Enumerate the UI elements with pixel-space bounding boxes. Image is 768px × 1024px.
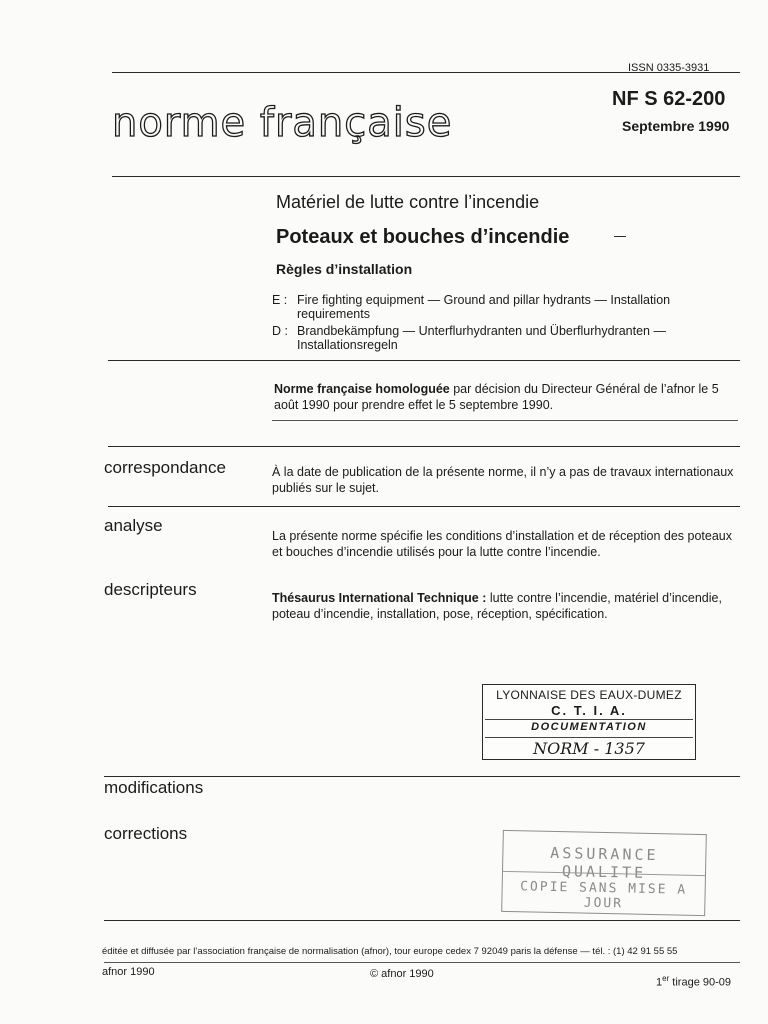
- correspondance-label: correspondance: [104, 458, 226, 477]
- footer-copyright: © afnor 1990: [370, 968, 434, 980]
- stamp-unit: C. T. I. A.: [551, 703, 627, 718]
- descripteurs-rest: lutte contre l’incendie, matériel d’incendie, poteau d’incendie, installation, pose, réception, spécification.: [272, 591, 722, 621]
- homologation-rule: [272, 420, 738, 421]
- homologation-rest: par décision du Directeur Général de l’afnor le 5 août 1990 pour prendre effet le 5 septembre 1990.: [274, 382, 719, 412]
- stamp-quality-line2: COPIE SANS MISE A JOUR: [520, 879, 688, 912]
- stamp-reference: NORM - 1357: [533, 739, 645, 758]
- documentation-stamp: [482, 684, 696, 760]
- stamp-department: DOCUMENTATION: [531, 721, 647, 733]
- descripteurs-label: descripteurs: [104, 580, 197, 599]
- issn-number: ISSN 0335-3931: [628, 62, 710, 74]
- translation-text: Fire fighting equipment — Ground and pillar hydrants — Installation requirements: [297, 293, 671, 321]
- section-rule: [108, 446, 740, 447]
- descripteurs-text: [272, 590, 742, 622]
- homologation-text: [274, 381, 734, 413]
- analyse-label: analyse: [104, 516, 163, 535]
- footer-left: afnor 1990: [102, 966, 155, 978]
- print-run-number: 1: [656, 976, 663, 989]
- translation-code: E :: [272, 293, 288, 307]
- corrections-label: corrections: [104, 824, 188, 843]
- title-sub: Règles d’installation: [276, 261, 413, 277]
- header-rule: [112, 176, 740, 177]
- homologation-bold: Norme française homologuée: [274, 382, 450, 396]
- footer-print-run: [656, 974, 731, 989]
- stamp-company: LYONNAISE DES EAUX-DUMEZ: [496, 688, 682, 702]
- section-rule: [108, 506, 740, 507]
- footer-thin-rule: [104, 962, 740, 963]
- footer-rule: [104, 920, 740, 921]
- section-rule: [104, 776, 740, 777]
- translation-text: Brandbekämpfung — Unterflurhydranten und Überflurhydranten — Installationsregeln: [297, 324, 666, 352]
- correspondance-text: À la date de publication de la présente norme, il n’y a pas de travaux internationaux publiés sur le sujet.: [272, 465, 734, 495]
- standard-number: NF S 62-200: [612, 88, 726, 110]
- brand-title: norme française: [112, 100, 453, 146]
- quality-stamp: [501, 830, 707, 916]
- translation-german: [272, 324, 712, 352]
- title-main: Poteaux et bouches d’incendie: [276, 226, 570, 248]
- print-run-sup: er: [662, 974, 670, 983]
- translation-code: D :: [272, 324, 288, 338]
- stamp-quality-line1: ASSURANCE QUALITE: [550, 843, 659, 882]
- title-rule: [108, 360, 740, 361]
- descripteurs-bold: Thésaurus International Technique :: [272, 591, 487, 605]
- analyse-text: La présente norme spécifie les conditions d’installation et de réception des poteaux et bouches d’incendie utilisés pour la lutte contre l’incendie.: [272, 529, 733, 559]
- title-dash: [614, 236, 626, 237]
- publication-date: Septembre 1990: [622, 118, 730, 134]
- modifications-label: modifications: [104, 778, 204, 797]
- stamp-divider: [485, 719, 693, 720]
- stamp-divider: [485, 737, 693, 738]
- print-run-text: tirage 90-09: [669, 976, 732, 989]
- translation-english: [272, 293, 712, 321]
- publisher-text: éditée et diffusée par l’association française de normalisation (afnor), tour europe cedex 7 92049 paris la défense — tél. : (1) 42 91 55 55: [102, 946, 678, 957]
- title-category: Matériel de lutte contre l’incendie: [276, 192, 540, 212]
